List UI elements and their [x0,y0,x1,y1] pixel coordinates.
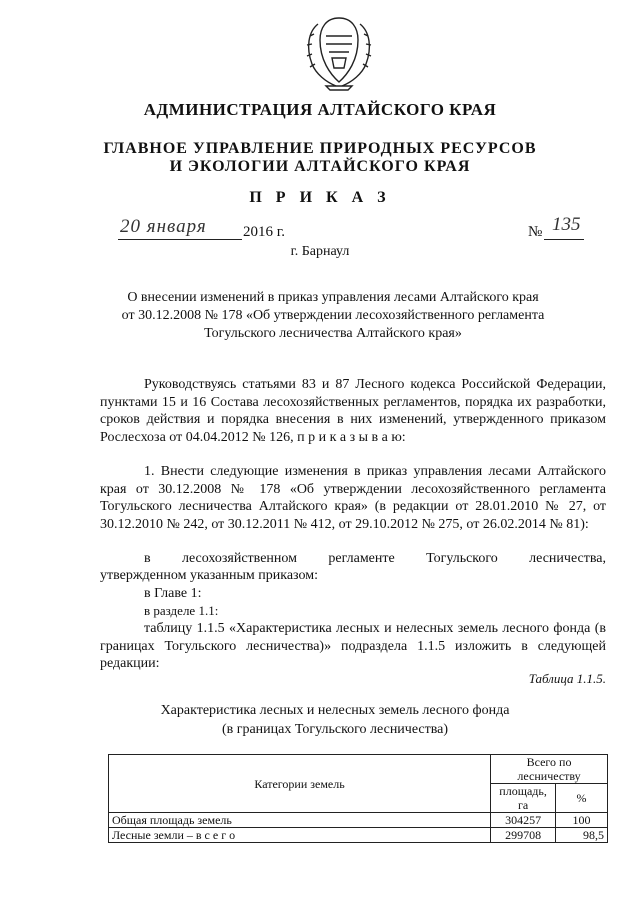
order-number-label: № [528,224,543,240]
table-header-row [109,755,608,784]
row-category: Общая площадь земель [109,813,491,828]
table-row [109,828,608,843]
row-category: Лесные земли – в с е г о [109,828,491,843]
number-underline [544,239,584,240]
paragraph-regulation-line2: утвержденном указанным приказом: [100,568,318,583]
department-title-line2: И ЭКОЛОГИИ АЛТАЙСКОГО КРАЯ [169,158,471,175]
header-total: Всего по лесничеству [491,755,608,784]
table-caption-line1: Характеристика лесных и нелесных земель лесного фонда [160,703,510,718]
row-area: 304257 [491,813,556,828]
paragraph-item-1: 1. Внести следующие изменения в приказ управления лесами Алтайского края от 30.12.2008 № 178 «Об утверждении лесохозяйственного регламента Тогульского лесничества Алтайского края» (в редакции от 28.01.2010 № 27, от 30.12.2010 № 242, от 30.12.2011 № 412, от 29.10.2012 № 275, от 26.02.2014 № 81): [100,464,606,532]
city: г. Барнаул [290,244,350,259]
land-categories-table [108,754,608,843]
row-percent: 100 [556,813,608,828]
table-number-label: Таблица 1.1.5. [528,671,606,686]
coat-of-arms-emblem [296,14,382,92]
table-row [109,813,608,828]
paragraph-chapter: в Главе 1: [144,586,202,601]
header-area: площадь, га [491,784,556,813]
paragraph-regulation-line1: в лесохозяйственном регламенте Тогульского лесничества, [144,551,606,566]
administration-title: АДМИНИСТРАЦИЯ АЛТАЙСКОГО КРАЯ [143,100,497,119]
paragraph-preamble: Руководствуясь статьями 83 и 87 Лесного кодекса Российской Федерации, пунктами 15 и 16 Состава лесохозяйственных регламентов, порядка их разработки, сроков действия и порядка внесения в них изменений, утвержденного приказом Рослесхоза от 04.04.2012 № 126, п р и к а з ы в а ю: [100,377,606,445]
header-category: Категории земель [109,755,491,813]
document-type: П Р И К А З [249,189,391,206]
row-area: 299708 [491,828,556,843]
department-title [0,140,640,176]
department-title-line1: ГЛАВНОЕ УПРАВЛЕНИЕ ПРИРОДНЫХ РЕСУРСОВ [103,140,537,157]
date-underline [118,239,242,240]
paragraph-table-instruction: таблицу 1.1.5 «Характеристика лесных и нелесных земель лесного фонда (в границах Тогульского лесничества)» подраздела 1.1.5 изложить в следующей редакции: [100,621,606,671]
table-caption-line2: (в границах Тогульского лесничества) [221,722,449,737]
date-year: 2016 г. [243,224,285,240]
subject-line1: О внесении изменений в приказ управления лесами Алтайского края [127,290,539,305]
subject-line2: от 30.12.2008 № 178 «Об утверждении лесохозяйственного регламента [121,308,545,323]
handwritten-date: 20 января [120,216,207,237]
order-subject [98,289,568,343]
handwritten-order-number: 135 [552,214,581,235]
row-percent: 98,5 [556,828,608,843]
paragraph-section: в разделе 1.1: [144,603,219,618]
table-caption [80,701,590,739]
header-percent: % [556,784,608,813]
subject-line3: Тогульского лесничества Алтайского края» [204,326,462,341]
